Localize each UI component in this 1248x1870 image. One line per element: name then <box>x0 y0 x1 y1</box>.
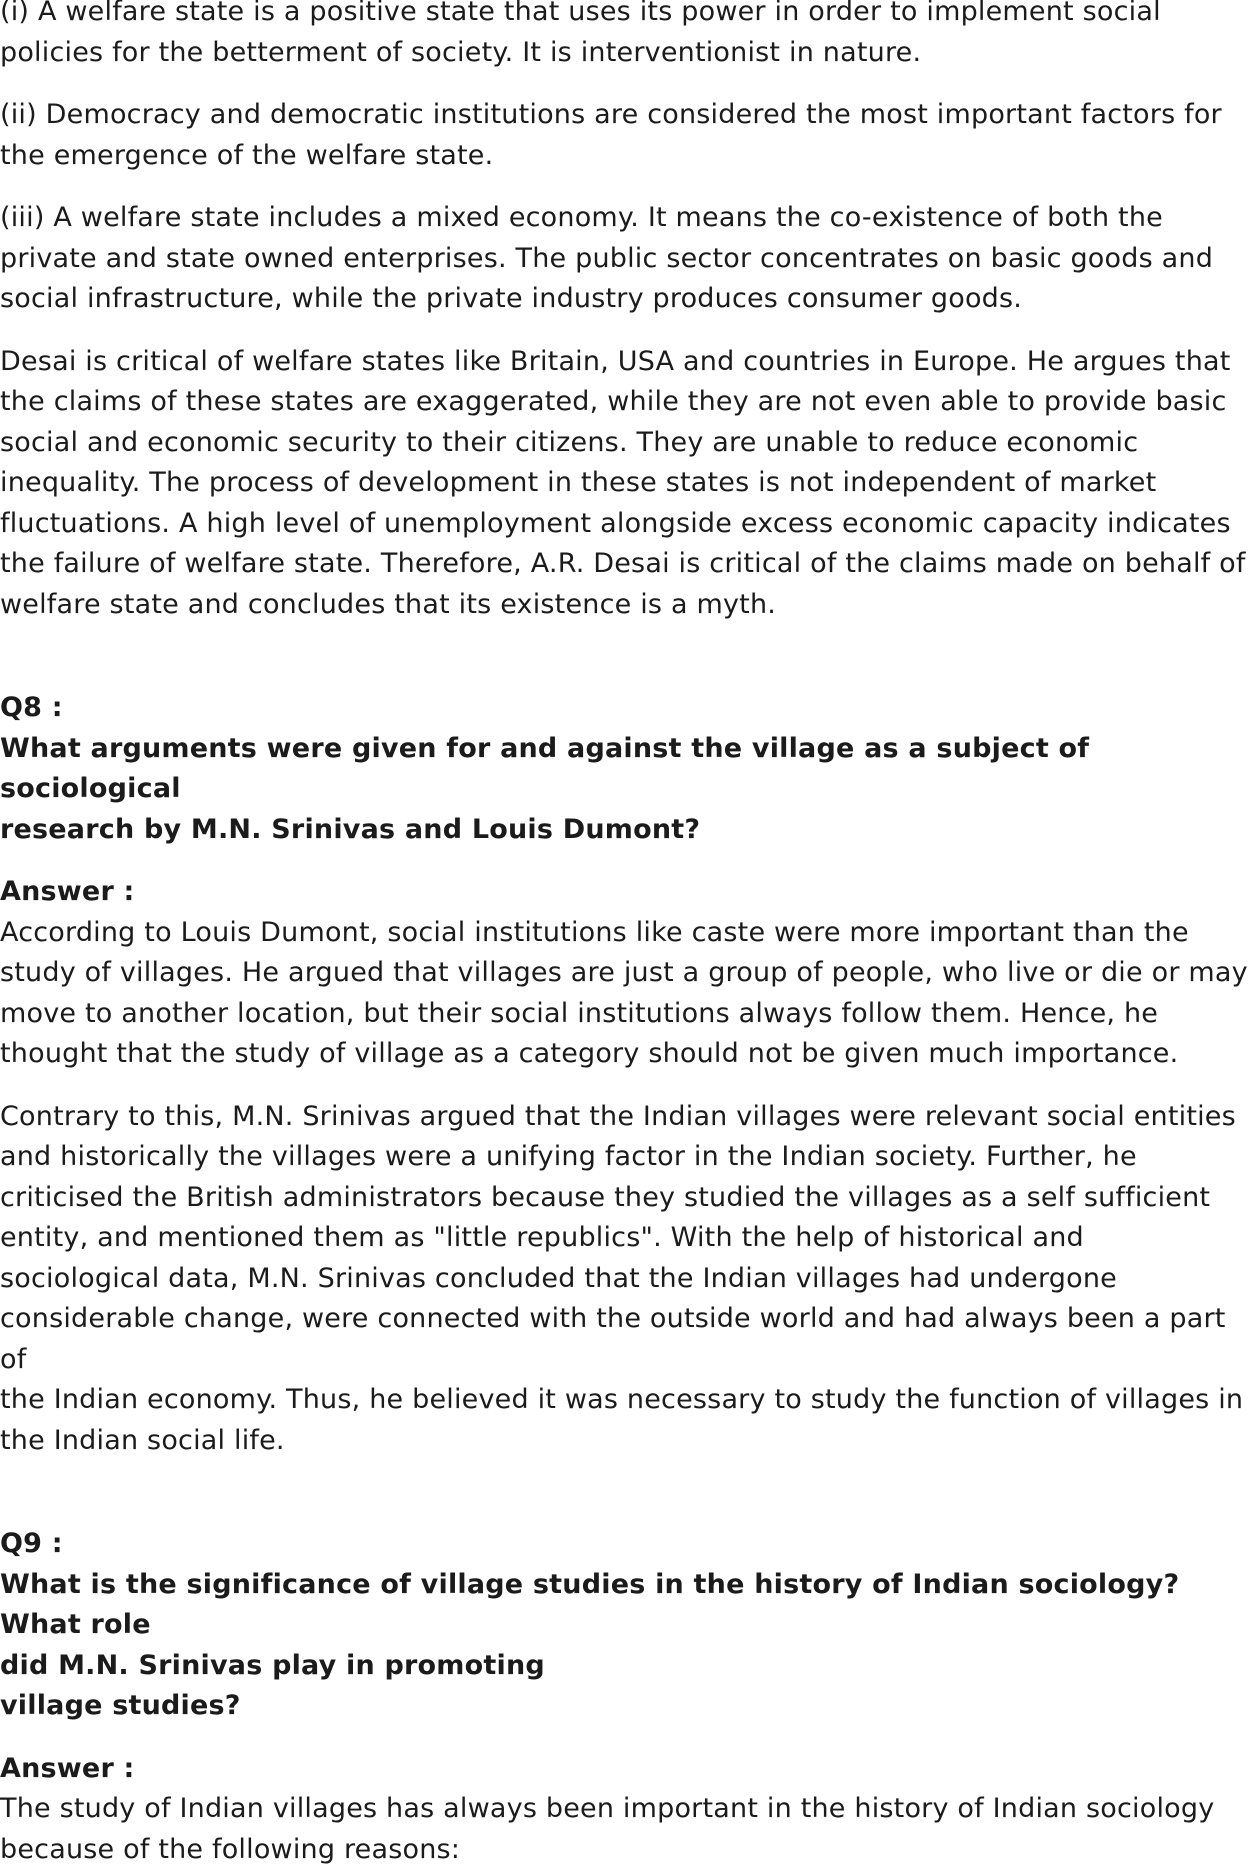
welfare-point-3: (iii) A welfare state includes a mixed economy. It means the co-existence of both the private and state owned enterprises. The public sector concentrates on basic goods and social infrastructure, while the private industry produces consumer goods. <box>0 202 1214 314</box>
answer-9-label: Answer : <box>0 1752 135 1784</box>
question-8-section <box>0 688 1248 1461</box>
question-8-label: Q8 : <box>0 692 63 723</box>
answer-8-label: Answer : <box>0 876 135 907</box>
question-9-section <box>0 1524 1248 1870</box>
desai-critique-paragraph: Desai is critical of welfare states like Britain, USA and countries in Europe. He argues that the claims of these states are exaggerated, while they are not even able to provide basic social and economic security to their citizens. They are unable to reduce economic inequality. The process of development in these states is not independent of market fluctuations. A high level of unemployment alongside excess economic capacity indicates the failure of welfare state. Therefore, A.R. Desai is critical of the claims made on behalf of welfare state and concludes that its existence is a myth. <box>0 345 1246 620</box>
answer-9-paragraph: The study of Indian villages has always been important in the history of Indian sociology because of the following reasons: <box>0 1793 1215 1865</box>
question-8-text: What arguments were given for and against the village as a subject of sociological research by M.N. Srinivas and Louis Dumont? <box>0 732 1090 845</box>
answer-8-paragraph-1: According to Louis Dumont, social institutions like caste were more important than the study of villages. He argued that villages are just a group of people, who live or die or may move to another location, but their social institutions always follow them. Hence, he thought that the study of village as a category should not be given much importance. <box>0 916 1248 1069</box>
welfare-point-2: (ii) Democracy and democratic institutions are considered the most important factors for the emergence of the welfare state. <box>0 99 1222 171</box>
welfare-point-1: (i) A welfare state is a positive state that uses its power in order to implement social policies for the betterment of society. It is interventionist in nature. <box>0 0 1161 68</box>
question-9-text: What is the significance of village studies in the history of Indian sociology? What role did M.N. Srinivas play in promoting village studies? <box>0 1568 1180 1721</box>
answer-8-paragraph-2: Contrary to this, M.N. Srinivas argued that the Indian villages were relevant social entities and historically the villages were a unifying factor in the Indian society. Further, he criticised the British administrators because they studied the villages as a self sufficient entity, and mentioned them as "little republics". With the help of historical and sociological data, M.N. Srinivas concluded that the Indian villages had undergone considerable change, were connected with the outside world and had always been a part of the Indian economy. Thus, he believed it was necessary to study the function of villages in the Indian social life. <box>0 1100 1244 1456</box>
question-9-label: Q9 : <box>0 1528 63 1559</box>
